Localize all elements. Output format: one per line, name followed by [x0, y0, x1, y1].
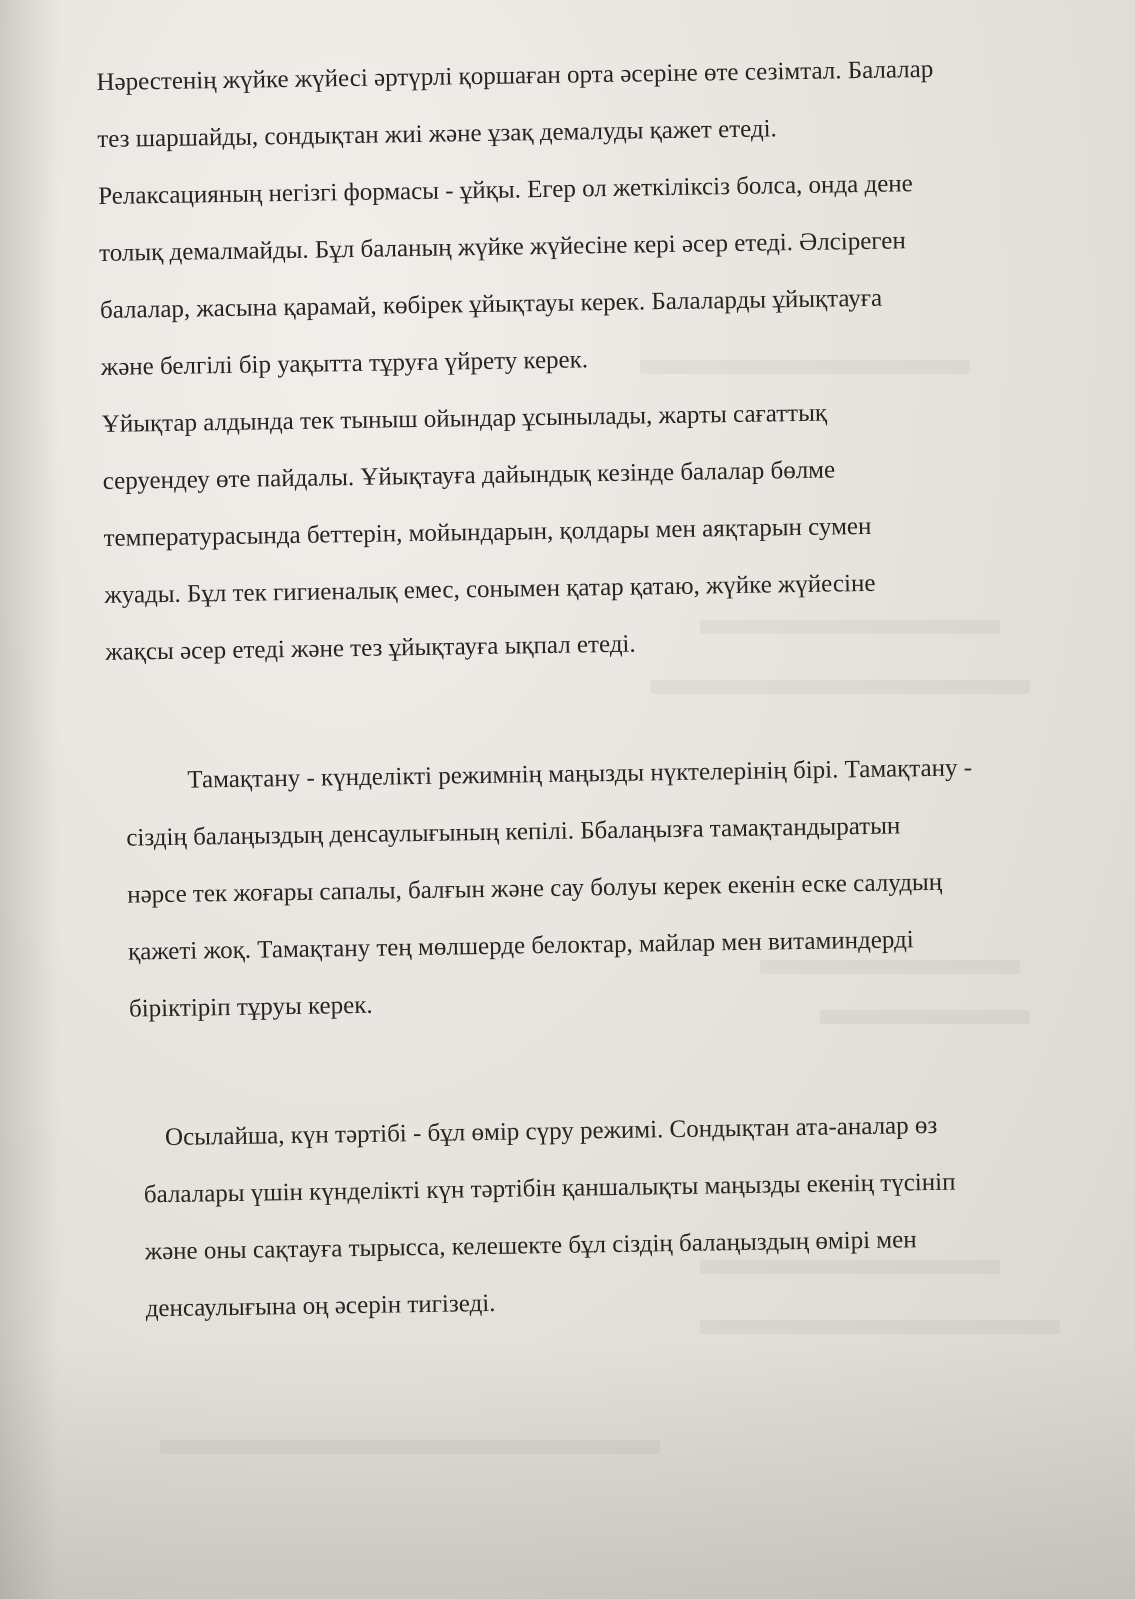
text-line: Тамақтану - күнделікті режимнің маңызды нүктелерінің бірі. Тамақтану -: [187, 754, 973, 794]
bleed-through-mark: [160, 1440, 660, 1454]
text-line: және оны сақтауға тырысса, келешекте бұл сіздің балаңыздың өмірі мен: [144, 1226, 917, 1266]
text-line: Нәрестенің жүйке жүйесі әртүрлі қоршаған орта әсеріне өте сезімтал. Балалар: [96, 55, 934, 96]
text-line: толық демалмайды. Бұл баланың жүйке жүйесіне кері әсер етеді. Әлсіреген: [98, 227, 906, 267]
text-line: нәрсе тек жоғары сапалы, балғын және сау болуы керек екенін еске салудың: [127, 868, 943, 909]
document-body: [96, 38, 1126, 1338]
text-line: сіздің балаңыздың денсаулығының кепілі. Ббалаңызға тамақтандыратын: [126, 812, 901, 852]
paragraph-3: [113, 1094, 1126, 1338]
text-line: Ұйықтар алдында тек тыныш ойындар ұсынылады, жарты сағаттық: [101, 399, 828, 438]
text-line: серуендеу өте пайдалы. Ұйықтауға дайындық кезінде балалар бөлме: [102, 456, 836, 495]
text-line: жуады. Бұл тек гигиеналық емес, сонымен қатар қатаю, жүйке жүйесіне: [104, 569, 876, 609]
text-line: балалар, жасына қарамай, көбірек ұйықтауы керек. Балаларды ұйықтауға: [99, 284, 883, 324]
text-line: және белгілі бір уақытта тұруға үйрету керек.: [100, 346, 589, 381]
text-line: Осылайша, күн тәртібі - бұл өмір сүру режимі. Сондықтан ата-аналар өз: [164, 1111, 938, 1152]
text-line: температурасында беттерін, мойындарын, қолдары мен аяқтарын сумен: [103, 512, 872, 552]
paragraph-1: [96, 38, 1116, 681]
text-line: балалары үшін күнделікті күн тәртібін қаншалықты маңызды екенің түсініп: [143, 1168, 956, 1209]
paragraph-2: [107, 737, 1121, 1038]
text-line: біріктіріп тұруы керек.: [128, 991, 373, 1023]
text-line: денсаулығына оң әсерін тигізеді.: [145, 1289, 496, 1323]
text-line: тез шаршайды, сондықтан жиі және ұзақ демалуды қажет етеді.: [97, 115, 778, 153]
page-shadow-bottom: [0, 1339, 1135, 1599]
text-line: қажеті жоқ. Тамақтану тең мөлшерде белоктар, майлар мен витаминдерді: [127, 926, 914, 966]
text-line: Релаксацияның негізгі формасы - ұйқы. Егер ол жеткіліксіз болса, онда дене: [98, 170, 913, 210]
text-line: жақсы әсер етеді және тез ұйықтауға ықпал етеді.: [105, 630, 636, 666]
